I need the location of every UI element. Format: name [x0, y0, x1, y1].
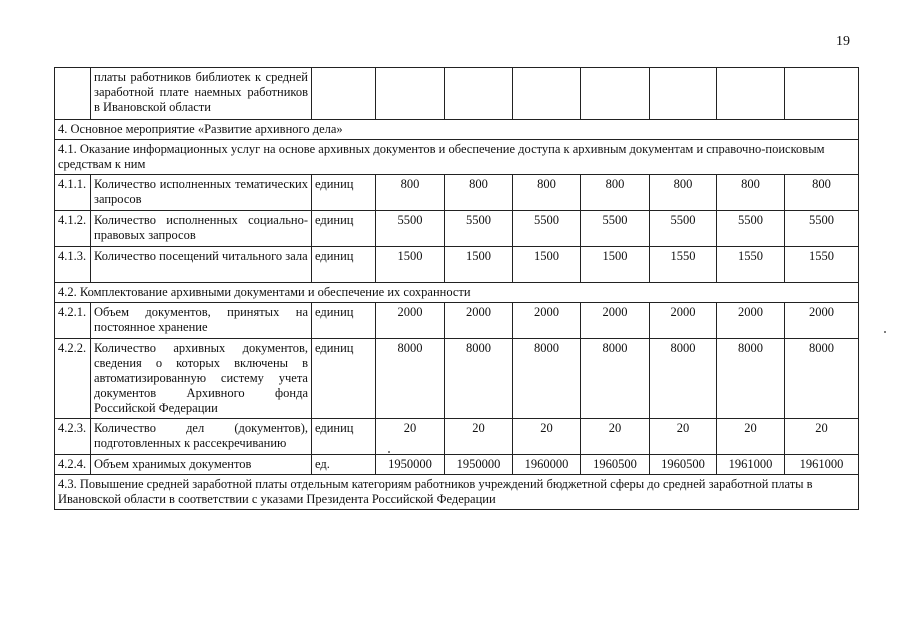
value-cell: 2000 [785, 303, 859, 339]
value-cell: 5500 [445, 211, 513, 247]
row-number: 4.1.2. [55, 211, 91, 247]
value-cell: 8000 [376, 339, 445, 419]
row-number: 4.1.3. [55, 247, 91, 283]
value-cell: 20 [581, 419, 650, 455]
row-number: 4.2.3. [55, 419, 91, 455]
value-cell: 1500 [376, 247, 445, 283]
value-cell: 2000 [717, 303, 785, 339]
value-cell: 800 [717, 175, 785, 211]
value-cell [445, 68, 513, 120]
row-number: 4.1.1. [55, 175, 91, 211]
table-row [55, 419, 859, 455]
value-cell [717, 68, 785, 120]
subsection-heading-row [55, 140, 859, 175]
row-number: 4.2.1. [55, 303, 91, 339]
value-cell: 5500 [785, 211, 859, 247]
value-cell: 5500 [581, 211, 650, 247]
table-row [55, 247, 859, 283]
indicators-table [54, 67, 859, 510]
table-row [55, 303, 859, 339]
indicator-name-cell: платы работников библиотек к средней заработной плате наемных работников в Ивановской области [91, 68, 312, 120]
scan-speck [388, 451, 390, 453]
value-cell: 1960000 [513, 455, 581, 475]
value-cell: 1960500 [581, 455, 650, 475]
value-cell: 20 [785, 419, 859, 455]
value-cell: 800 [445, 175, 513, 211]
value-cell: 800 [650, 175, 717, 211]
value-cell: 2000 [513, 303, 581, 339]
value-cell: 1500 [445, 247, 513, 283]
num-cell [55, 68, 91, 120]
value-cell: 1950000 [376, 455, 445, 475]
value-cell: 8000 [581, 339, 650, 419]
value-cell: 1550 [650, 247, 717, 283]
value-cell: 1961000 [785, 455, 859, 475]
value-cell: 5500 [717, 211, 785, 247]
section-4-heading: 4. Основное мероприятие «Развитие архивного дела» [55, 120, 859, 140]
value-cell: 1500 [581, 247, 650, 283]
row-number: 4.2.2. [55, 339, 91, 419]
table-row [55, 175, 859, 211]
value-cell [513, 68, 581, 120]
value-cell: 800 [785, 175, 859, 211]
value-cell [785, 68, 859, 120]
value-cell: 5500 [650, 211, 717, 247]
section-4-2-heading: 4.2. Комплектование архивными документами и обеспечение их сохранности [55, 283, 859, 303]
scan-speck [884, 331, 886, 333]
value-cell: 2000 [376, 303, 445, 339]
table-row [55, 455, 859, 475]
indicator-name: Количество посещений читального зала [91, 247, 312, 283]
unit-of-measure: единиц [312, 247, 376, 283]
value-cell: 800 [581, 175, 650, 211]
value-cell: 1550 [785, 247, 859, 283]
section-4-1-heading: 4.1. Оказание информационных услуг на основе архивных документов и обеспечение доступа к архивным документам и справочно-поисковым средствам к ним [55, 140, 859, 175]
page-number: 19 [836, 34, 850, 49]
row-number: 4.2.4. [55, 455, 91, 475]
value-cell: 20 [376, 419, 445, 455]
value-cell [650, 68, 717, 120]
unit-of-measure: единиц [312, 339, 376, 419]
table-row-continuation [55, 68, 859, 120]
value-cell: 1550 [717, 247, 785, 283]
value-cell: 8000 [650, 339, 717, 419]
value-cell [376, 68, 445, 120]
value-cell: 8000 [445, 339, 513, 419]
value-cell: 2000 [650, 303, 717, 339]
value-cell: 1950000 [445, 455, 513, 475]
indicator-name: Количество исполненных социально-правовых запросов [91, 211, 312, 247]
unit-of-measure: ед. [312, 455, 376, 475]
indicator-name: Количество архивных документов, сведения о которых включены в автоматизированную систему учета документов Архивного фонда Российской Федерации [91, 339, 312, 419]
subsection-heading-row [55, 475, 859, 510]
value-cell: 5500 [513, 211, 581, 247]
unit-of-measure: единиц [312, 419, 376, 455]
indicator-name: Количество дел (документов), подготовленных к рассекречиванию [91, 419, 312, 455]
value-cell: 20 [445, 419, 513, 455]
table-row [55, 339, 859, 419]
value-cell: 5500 [376, 211, 445, 247]
value-cell: 20 [717, 419, 785, 455]
indicator-name: Объем хранимых документов [91, 455, 312, 475]
value-cell: 8000 [717, 339, 785, 419]
value-cell: 1960500 [650, 455, 717, 475]
value-cell: 1500 [513, 247, 581, 283]
value-cell: 2000 [581, 303, 650, 339]
value-cell: 2000 [445, 303, 513, 339]
unit-cell [312, 68, 376, 120]
indicator-name: Объем документов, принятых на постоянное хранение [91, 303, 312, 339]
value-cell: 8000 [785, 339, 859, 419]
unit-of-measure: единиц [312, 175, 376, 211]
value-cell: 8000 [513, 339, 581, 419]
unit-of-measure: единиц [312, 303, 376, 339]
unit-of-measure: единиц [312, 211, 376, 247]
value-cell: 1961000 [717, 455, 785, 475]
value-cell: 20 [513, 419, 581, 455]
section-heading-row [55, 120, 859, 140]
subsection-heading-row [55, 283, 859, 303]
indicator-name: Количество исполненных тематических запросов [91, 175, 312, 211]
value-cell: 800 [513, 175, 581, 211]
value-cell [581, 68, 650, 120]
value-cell: 800 [376, 175, 445, 211]
section-4-3-heading: 4.3. Повышение средней заработной платы отдельным категориям работников учреждений бюджетной сферы до средней заработной платы в Ивановской области в соответствии с указами Президента Российской Федерации [55, 475, 859, 510]
table-row [55, 211, 859, 247]
value-cell: 20 [650, 419, 717, 455]
